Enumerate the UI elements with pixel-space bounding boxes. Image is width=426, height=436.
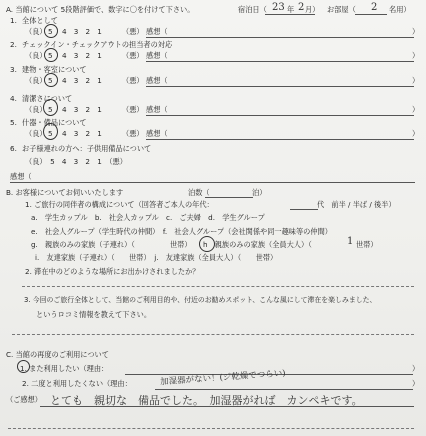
companion-row-i: i. 友達家族（子連れ）（ 世帯） j. 友達家族（全員大人）（ 世帯） xyxy=(35,253,278,262)
companion-row-g-suffix: 世帯） xyxy=(170,240,192,249)
selected-circle xyxy=(44,73,58,87)
stay-date-label: 宿泊日（ xyxy=(238,5,267,14)
item-title-children: お子様連れの方へ：子供用備品について xyxy=(22,144,152,153)
item-number: 5. xyxy=(10,118,17,127)
companion-row-e: e. 社会人グループ（学生時代の仲間） f. 社会人グループ（会社関係や同一趣味等の仲間） xyxy=(31,227,332,236)
impression-line xyxy=(10,182,415,183)
impression-line xyxy=(146,37,414,38)
item-number: 1. xyxy=(10,16,17,25)
impression-label: 感想（ xyxy=(146,51,168,60)
selected-circle xyxy=(43,99,58,116)
item-title-checkin: チェックイン・チェックアウトの担当者の対応 xyxy=(22,40,173,49)
selected-circle xyxy=(44,24,58,38)
scale-five: 5 xyxy=(48,51,53,60)
selected-circle xyxy=(44,48,58,62)
answer-line xyxy=(12,334,414,335)
companion-row-g: g. 親族のみの家族（子連れ）（ xyxy=(31,240,135,249)
impression-label: 感想（ xyxy=(146,129,168,138)
companion-row-a: a. 学生カップル b. 社会人カップル c. ご夫婦 d. 学生グループ xyxy=(31,213,265,222)
impression-label: 感想（ xyxy=(146,105,168,114)
item6-impression-label: 感想（ xyxy=(10,172,32,181)
question-3: 3. 今回のご旅行全体として、当館のご利用目的や、付近のお勧めスポット、こんな風にして滞在を楽しみました、 xyxy=(24,296,377,304)
scale-good: （良） xyxy=(25,27,47,36)
item-number: 6. xyxy=(10,144,17,153)
scale-five: 5 xyxy=(48,76,53,85)
impression-line xyxy=(40,406,414,407)
impression-line xyxy=(146,115,414,116)
companion-row-h: h 親族のみの家族（全員大人）（ xyxy=(203,240,312,249)
scale-bad: （悪） xyxy=(122,27,144,36)
impression-label: 感想（ xyxy=(146,27,168,36)
item-title-building: 建物・客室について xyxy=(22,65,87,74)
scale-bad: （悪） xyxy=(122,129,144,138)
stay-month-suffix: 月） xyxy=(305,5,320,14)
nights-label: 泊数（ xyxy=(188,188,210,197)
scale-good: （良） xyxy=(25,51,47,60)
section-c-title: C. 当館の再度のご利用について xyxy=(6,350,109,359)
item-number: 4. xyxy=(10,94,17,103)
question-3-cont: というロコミ情報を教えて下さい。 xyxy=(36,310,152,319)
nights-suffix: 泊） xyxy=(252,188,267,197)
scale-numbers: 4 3 2 1 xyxy=(62,51,102,60)
answer-line xyxy=(8,428,414,429)
room-suffix: 名用） xyxy=(389,5,411,14)
option-not-again: 2. 二度と利用したくない（理由： xyxy=(22,379,132,388)
stay-underline xyxy=(265,14,315,15)
section-a-title: A. 当館について 5段階評価で、数字に〇を付けて下さい。 xyxy=(6,5,195,14)
impression-line xyxy=(146,61,414,62)
question-2: 2. 滞在中のどのような場所にお出かけされましたか？ xyxy=(25,267,200,276)
household-count: 1 xyxy=(347,236,354,247)
handwritten-reason: 加湿器がない！(ジ乾燥でつらい) xyxy=(159,368,286,388)
scale-numbers: 4 3 2 1 xyxy=(62,76,102,85)
section-b-title: B. お客様についてお伺いいたします xyxy=(6,188,124,197)
scale-five: 5 xyxy=(48,129,53,138)
scale-five: 5 xyxy=(48,105,53,114)
scale-five: 5 xyxy=(48,27,53,36)
option-use-again: 1. また利用したい（理由： xyxy=(20,364,109,373)
impression-line xyxy=(146,139,414,140)
answer-line xyxy=(22,286,414,287)
handwritten-impression: とても 親切な 備品でした。 加湿器がれば カンペキです。 xyxy=(50,394,363,407)
room-label: お部屋（ xyxy=(327,5,356,14)
scale-bad: （悪） xyxy=(122,76,144,85)
impression-line xyxy=(146,86,414,87)
age-options: 代 前半 / 半ば / 後半） xyxy=(317,200,396,209)
survey-sheet: A. 当館について 5段階評価で、数字に〇を付けて下さい。 宿泊日（ 23 年 2 月） お部屋（ 2 名用） 1. 全体として （良） 5 4 3 2 1 （悪） 感想（ ） 2. チェックイン・チェックアウトの担当者の対応 （良） 5 4 3 2 1 （悪） 感想（ ） 3. 建物・客室について （良） 5 4 3 2 1 （悪） 感想（ ） 4. 清潔さについて （良） 5 4 3 2 1 （悪） 感想（ ） 5. 什器・備品について （良） 5 4 3 2 1 （悪） 感想（ ） 6. お子様連れの方へ：子供用備品について （良） 5 4 3 2 1 （悪） 感想（ B. お客様についてお伺いいたします 泊数（ 泊） 1. ご旅行の同伴者の構成について（回答者ご本人の年代： 代 前半 / 半ば / 後半） a. 学生カップル b. 社会人カップル c. ご夫婦 d. 学生グループ e. 社会人グループ（学生時代の仲間） f. 社会人グループ（会社関係や同一趣味等の仲間） g. 親族のみの家族（子連れ）（ 世帯） h 親族のみの家族（全員大人）（ 1 世帯） i. 友達家族（子連れ）（ 世帯） j. 友達家族（全員大人）（ 世帯） 2. 滞在中のどのような場所にお出かけされましたか？ 3. 今回のご旅行全体として、当館のご利用目的や、付近のお勧めスポット、こんな風にして滞在を楽しみました、 というロコミ情報を教えて下さい。 C. 当館の再度のご利用について 1. また利用したい（理由： ） 2. 二度と利用したくない（理由： 加湿器がない！(ジ乾燥でつらい) ） （ご感想） とても 親切な 備品でした。 加湿器がれば カンペキです。 xyxy=(0,0,426,436)
stay-month-value: 2 xyxy=(298,2,305,13)
impression-label: 感想（ xyxy=(146,76,168,85)
item-number: 2. xyxy=(10,40,17,49)
scale-numbers: 4 3 2 1 xyxy=(62,105,102,114)
item-title-equipment: 什器・備品について xyxy=(22,118,87,127)
scale-numbers: 4 3 2 1 xyxy=(62,27,102,36)
scale-good: （良） xyxy=(25,105,47,114)
item-title-overall: 全体として xyxy=(22,16,58,25)
scale-good: （良） xyxy=(25,76,47,85)
item-number: 3. xyxy=(10,65,17,74)
selected-circle xyxy=(43,123,58,140)
stay-year-suffix: 年 xyxy=(287,5,295,14)
scale-bad: （悪） xyxy=(122,105,144,114)
item6-scale: （良） 5 4 3 2 1 （悪） xyxy=(25,157,127,166)
companion-row-h-suffix: 世帯） xyxy=(356,240,378,249)
age-underline xyxy=(290,209,318,210)
stay-year-value: 23 xyxy=(272,2,285,13)
reason-line xyxy=(155,389,413,390)
impression-label-c: （ご感想） xyxy=(6,395,42,404)
scale-good: （良） xyxy=(25,129,47,138)
room-underline xyxy=(355,14,387,15)
nights-underline xyxy=(205,197,253,198)
item-title-cleanliness: 清潔さについて xyxy=(22,94,73,103)
room-value: 2 xyxy=(371,2,378,13)
scale-numbers: 4 3 2 1 xyxy=(62,129,102,138)
scale-bad: （悪） xyxy=(122,51,144,60)
question-1: 1. ご旅行の同伴者の構成について（回答者ご本人の年代： xyxy=(25,200,214,209)
